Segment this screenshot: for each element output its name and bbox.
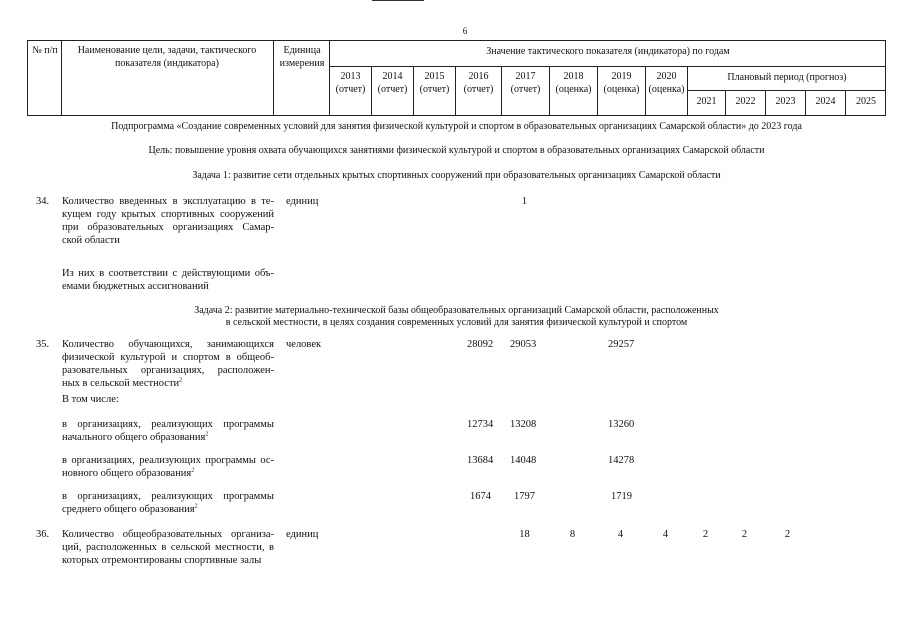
row-35-sub1-2019: 13260 [608, 419, 635, 430]
row-36-2018: 8 [569, 529, 576, 540]
row-35-unit: человек [286, 339, 322, 350]
goal-title: Цель: повышение уровня охвата обучающихся занятиями физической культурой и спортом в образовательных организациях Самарской области [148, 145, 765, 156]
plan-year-2025: 2025 [856, 96, 876, 107]
row-36-unit: единиц [286, 529, 319, 540]
row-35-sub3-2019: 1719 [611, 491, 632, 502]
year-2013-header: 2013 (отчет) [335, 71, 366, 95]
task2-title-line1: Задача 2: развитие материально-технической базы общеобразовательных организаций Самарской области, расположенных [194, 305, 719, 316]
row-36-number: 36. [36, 529, 50, 540]
row-35-2017: 29053 [510, 339, 537, 350]
subprogram-title: Подпрограмма «Создание современных условий для занятия физической культурой и спортом в образовательных организациях Самарской области» до 2023 года [111, 121, 802, 132]
row-34-sub-name: Из них в соответствии с действующими объ- емами бюджетных ассигнований [62, 268, 274, 293]
row-35-sub3-2016: 1674 [470, 491, 491, 502]
row-35-sub2-2017: 14048 [510, 455, 537, 466]
row-35-name: Количество обучающихся, занимающихся физической культурой и спортом в общеоб- разовательных организациях, расположен- ных в сельской местности$^2$ [62, 339, 274, 390]
row-36-2017: 18 [519, 529, 530, 540]
row-35-sub1-2016: 12734 [467, 419, 494, 430]
row-35-sub3-2017: 1797 [514, 491, 535, 502]
row-35-sub2-name: в организациях, реализующих программы ос- новного общего образования$^2$ [62, 455, 274, 480]
row-35-sub2-2019: 14278 [608, 455, 635, 466]
year-2017-header: 2017 (отчет) [510, 71, 541, 95]
year-2015-header: 2015 (отчет) [419, 71, 450, 95]
row-34-number: 34. [36, 196, 50, 207]
row-35-sub1-name: в организациях, реализующих программы начального общего образования$^2$ [62, 419, 274, 444]
row-36-2021: 2 [702, 529, 709, 540]
row-35-2016: 28092 [467, 339, 494, 350]
row-36-2019: 4 [617, 529, 624, 540]
row-34-name: Количество введенных в эксплуатацию в те- кущем году крытых спортивных сооружений при образовательных организациях Самар- ской области [62, 196, 274, 247]
row-35-number: 35. [36, 339, 50, 350]
page-number: 6 [462, 26, 468, 36]
year-2014-header: 2014 (отчет) [377, 71, 408, 95]
header-table [27, 40, 886, 116]
col-name-header: Наименование цели, задачи, тактического показателя (индикатора) [77, 45, 257, 69]
year-2019-header: 2019 (оценка) [603, 71, 640, 95]
row-36-2022: 2 [741, 529, 748, 540]
task1-title: Задача 1: развитие сети отдельных крытых спортивных сооружений при образовательных организациях Самарской области [192, 170, 721, 181]
row-35-sub1-2017: 13208 [510, 419, 537, 430]
task2-title-line2: в сельской местности, в целях создания современных условий для занятия физической культурой и спортом [225, 317, 688, 328]
top-edge-mark [372, 0, 424, 1]
row-35-2019: 29257 [608, 339, 635, 350]
row-35-sub2-2016: 13684 [467, 455, 494, 466]
row-36-2020: 4 [662, 529, 669, 540]
col-unit-header: Единица измерения [279, 45, 325, 69]
plan-year-2022: 2022 [735, 96, 756, 107]
plan-year-2021: 2021 [696, 96, 717, 107]
row-36-2023: 2 [784, 529, 791, 540]
col-no-header: № п/п [32, 45, 58, 56]
row-34-2017: 1 [521, 196, 528, 207]
plan-period-header: Плановый период (прогноз) [727, 72, 847, 83]
row-35-sub3-name: в организациях, реализующих программы среднего общего образования$^2$ [62, 491, 274, 516]
row-35-including: В том числе: [62, 394, 119, 405]
plan-year-2023: 2023 [775, 96, 796, 107]
year-2018-header: 2018 (оценка) [555, 71, 592, 95]
col-values-header: Значение тактического показателя (индикатора) по годам [486, 46, 730, 57]
year-2016-header: 2016 (отчет) [463, 71, 494, 95]
row-34-unit: единиц [286, 196, 319, 207]
year-2020-header: 2020 (оценка) [648, 71, 685, 95]
plan-year-2024: 2024 [815, 96, 836, 107]
row-36-name: Количество общеобразовательных организа- ций, расположенных в сельской местности, в которых отремонтированы спортивные залы [62, 529, 274, 567]
